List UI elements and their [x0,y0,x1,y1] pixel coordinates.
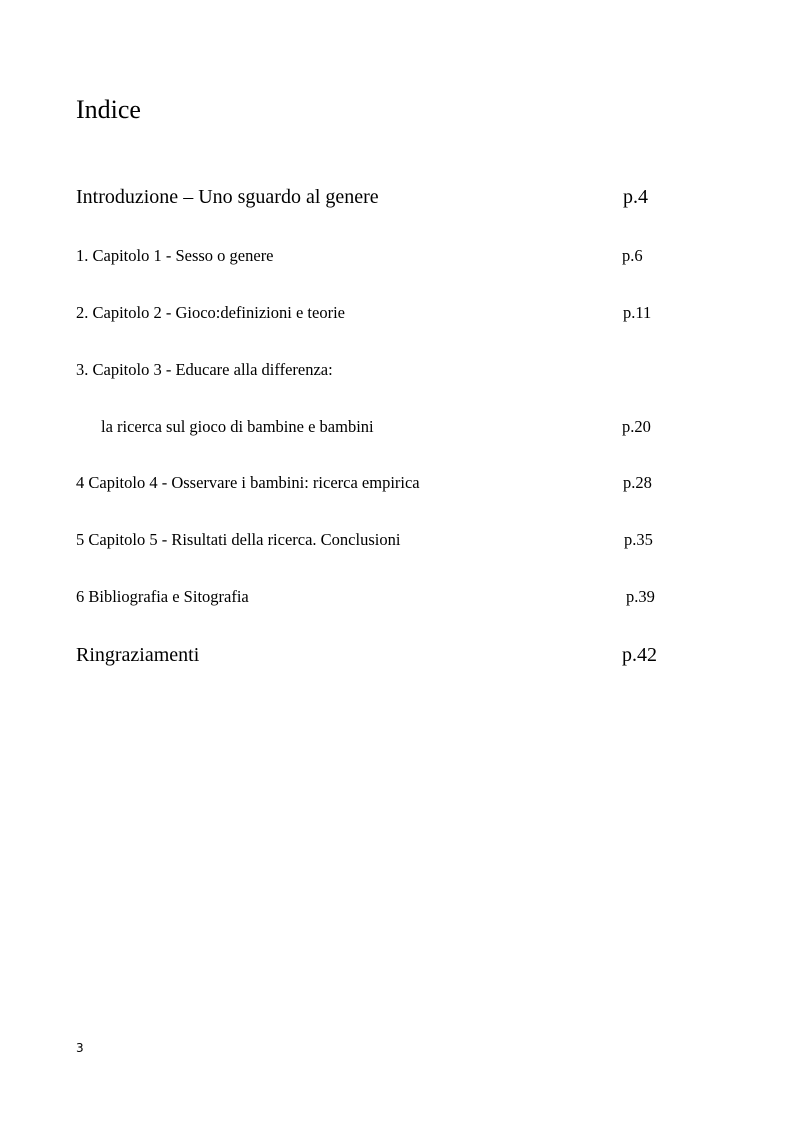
toc-entry-page-ch1: p.6 [622,246,643,265]
toc-entry-label-ch2: 2. Capitolo 2 - Gioco:definizioni e teorie [76,303,345,322]
toc-entry-label-thanks: Ringraziamenti [76,644,200,666]
toc-entry-label-ch5: 5 Capitolo 5 - Risultati della ricerca. Conclusioni [76,530,401,549]
toc-entry-page-ch5: p.35 [624,530,653,549]
toc-entry-page-ch2: p.11 [623,303,652,322]
page-title: Indice [76,95,141,124]
page-number: 3 [76,1041,84,1055]
toc-entry-label-ch1: 1. Capitolo 1 - Sesso o genere [76,246,274,265]
toc-entry-label-ch3-continued: la ricerca sul gioco di bambine e bambini [101,417,374,436]
toc-entry-page-thanks: p.42 [622,644,657,666]
toc-entry-label-bibliography: 6 Bibliografia e Sitografia [76,587,249,606]
toc-entry-page-ch3: p.20 [622,417,651,436]
toc-entry-page-ch4: p.28 [623,473,652,492]
toc-entry-page-bibliography: p.39 [626,587,655,606]
toc-entry-page-intro: p.4 [623,186,648,208]
toc-entry-label-ch4: 4 Capitolo 4 - Osservare i bambini: ricerca empirica [76,473,420,492]
toc-entry-label-intro: Introduzione – Uno sguardo al genere [76,186,379,208]
toc-entry-label-ch3: 3. Capitolo 3 - Educare alla differenza: [76,360,333,379]
